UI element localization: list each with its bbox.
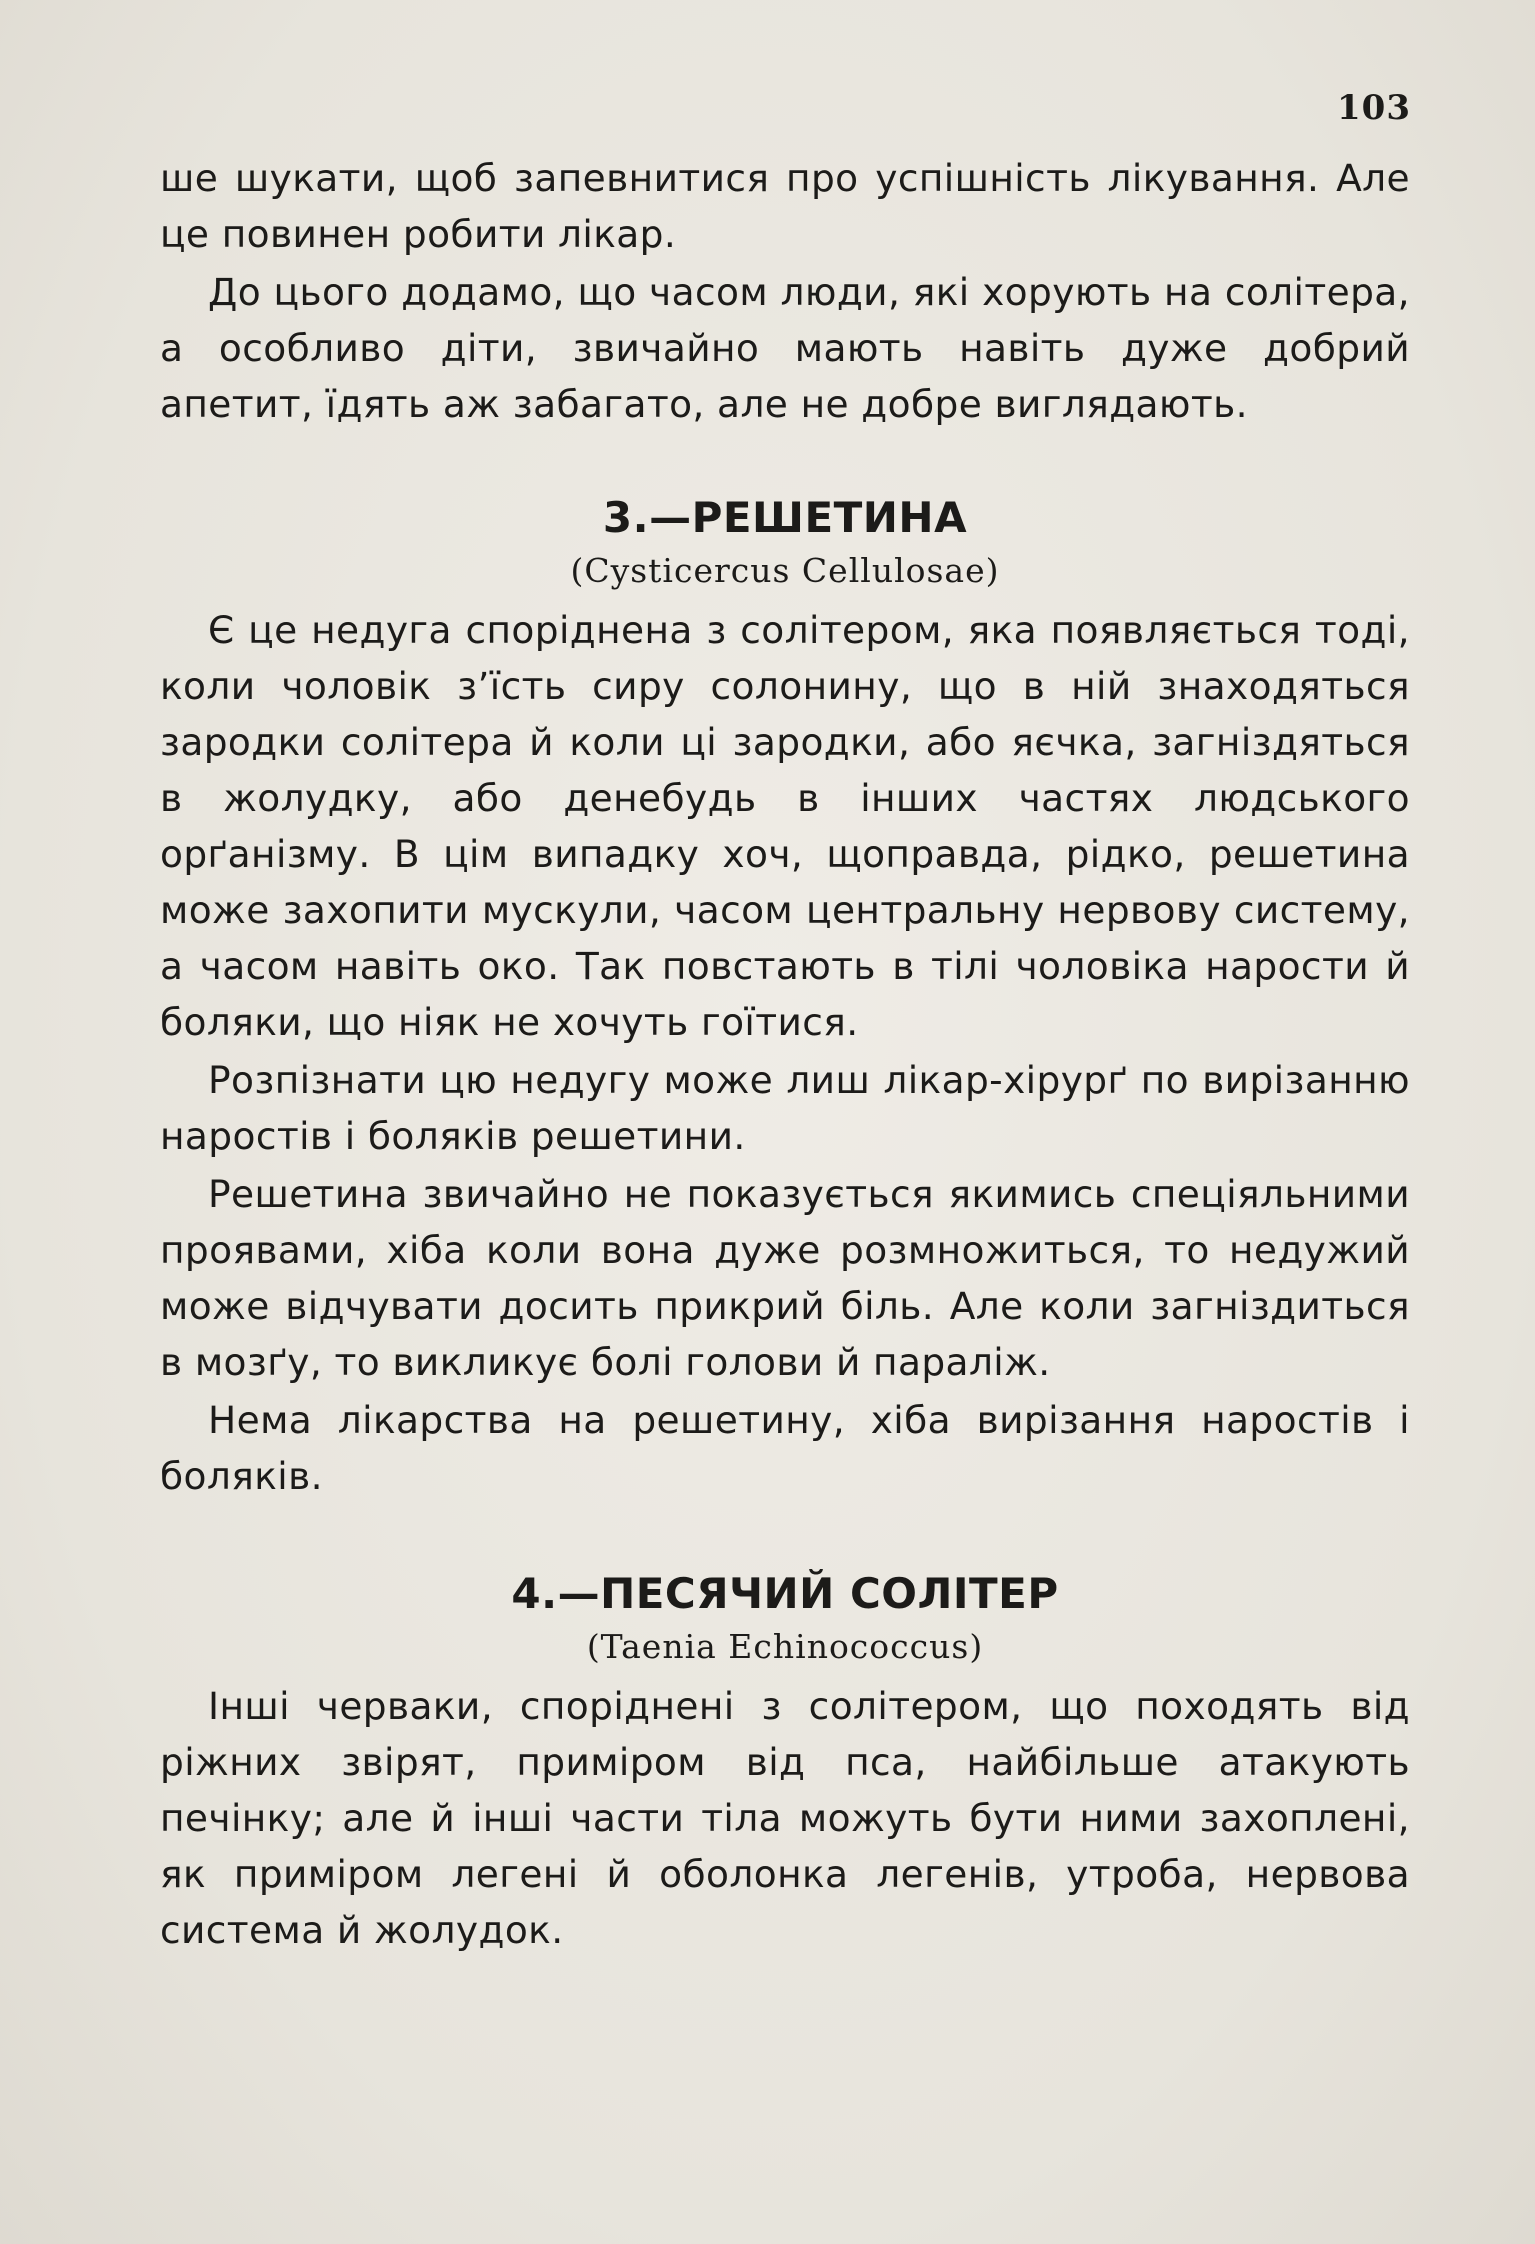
paragraph: До цього додамо, що часом люди, які хорують на солітера, а особливо діти, звичайно мають навіть дуже добрий апетит, їдять аж забагато, але не добре виглядають. xyxy=(160,270,1410,426)
paragraph: Є це недуга споріднена з солітером, яка появляється тоді, коли чоловік з’їсть сиру солонину, що в ній знаходяться зародки солітера й коли ці зародки, або яєчка, загніздяться в жолудку, або денебудь в інших частях людського орґанізму. В цім випадку хоч, щоправда, рідко, решетина може захопити мускули, часом центральну нервову систему, а часом навіть око. Так повстають в тілі чоловіка нарости й боляки, що ніяк не хочуть гоїтися. xyxy=(160,608,1410,1044)
section-heading: 3.—РЕШЕТИНА xyxy=(602,493,968,542)
section-subtitle: (Taenia Echinococcus) xyxy=(586,1627,984,1666)
paragraph: ше шукати, щоб запевнитися про успішність лікування. Але це повинен робити лікар. xyxy=(160,156,1410,256)
paragraph: Решетина звичайно не показується якимись спеціяльними проявами, хіба коли вона дуже розмножиться, то недужий може відчувати досить прикрий біль. Але коли загніздиться в мозґу, то викликує болі голови й параліж. xyxy=(160,1172,1410,1384)
section-subtitle: (Cysticercus Cellulosae) xyxy=(570,551,1000,590)
page-content xyxy=(160,150,1410,1958)
section-heading: 4.—ПЕСЯЧИЙ СОЛІТЕР xyxy=(511,1569,1059,1618)
page-number: 103 xyxy=(1337,88,1411,128)
paragraph: Розпізнати цю недугу може лиш лікар-хірурґ по вирізанню наростів і боляків решетини. xyxy=(160,1058,1410,1158)
section-reshetyna xyxy=(160,490,1410,1504)
paragraph: Нема лікарства на решетину, хіба вирізання наростів і боляків. xyxy=(160,1398,1410,1498)
section-pesiachyi-soliter xyxy=(160,1566,1410,1958)
paragraph: Інші черваки, споріднені з солітером, що походять від ріжних звірят, приміром від пса, найбільше атакують печінку; але й інші части тіла можуть бути ними захоплені, як приміром легені й оболонка легенів, утроба, нервова система й жолудок. xyxy=(160,1684,1410,1952)
